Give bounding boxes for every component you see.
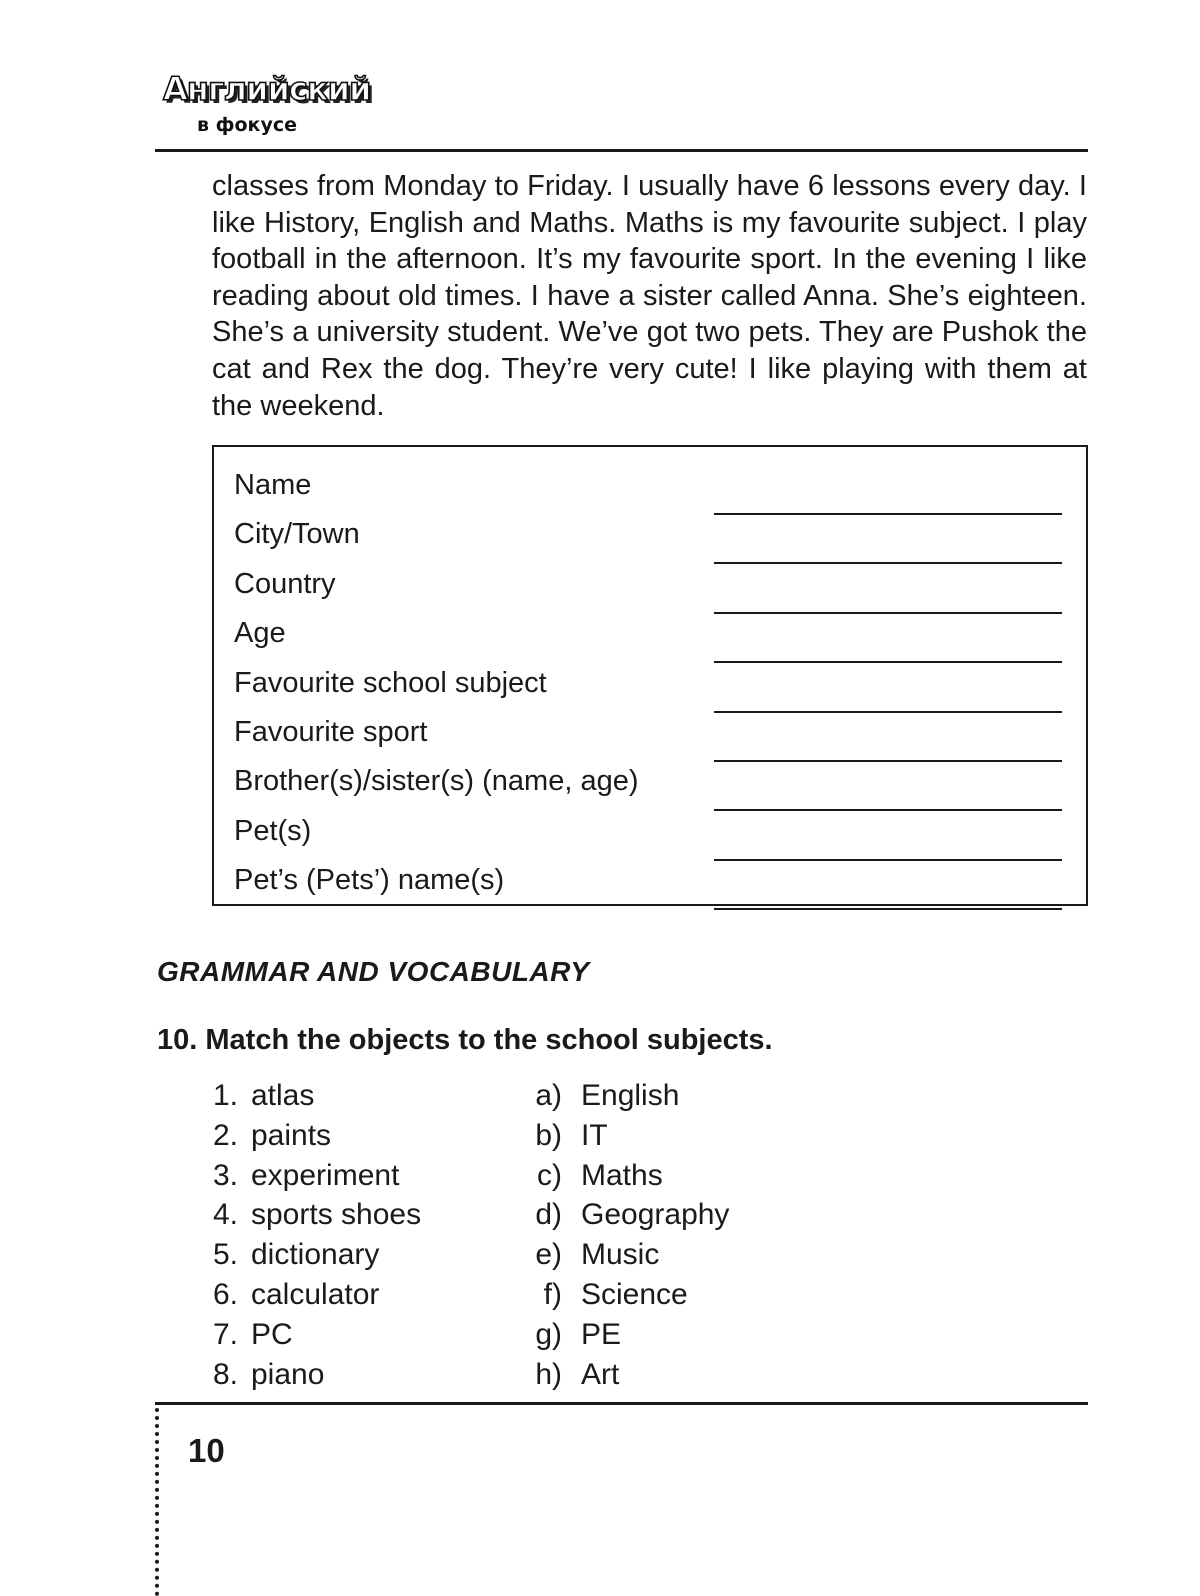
form-label: Age — [234, 617, 286, 650]
item-text: PE — [581, 1317, 622, 1351]
personal-info-form — [212, 445, 1088, 906]
item-letter: d) — [535, 1198, 562, 1232]
form-row-country — [234, 566, 1064, 615]
item-text: PC — [251, 1317, 293, 1351]
exercise-title: 10. Match the objects to the school subjects. — [157, 1024, 773, 1056]
item-number: 6. — [212, 1277, 238, 1311]
item-number: 1. — [212, 1079, 238, 1112]
list-item — [208, 1317, 508, 1357]
form-row-pets — [234, 813, 1064, 862]
item-letter: a) — [535, 1079, 562, 1112]
item-number: 4. — [212, 1198, 238, 1232]
header-divider — [155, 149, 1088, 152]
list-item — [520, 1197, 820, 1237]
answer-blank[interactable] — [714, 760, 1062, 762]
list-item — [520, 1277, 820, 1317]
item-text: Maths — [581, 1158, 663, 1192]
item-text: dictionary — [251, 1238, 380, 1272]
item-text: experiment — [251, 1158, 400, 1192]
form-label: Brother(s)/sister(s) (name, age) — [234, 765, 639, 798]
form-row-favourite-sport — [234, 714, 1064, 763]
form-row-name — [234, 467, 1064, 516]
subjects-list — [520, 1078, 820, 1396]
page-number: 10 — [188, 1432, 225, 1469]
item-letter: h) — [535, 1357, 562, 1391]
form-label: Favourite school subject — [234, 666, 547, 699]
list-item — [208, 1357, 508, 1397]
item-text: Art — [581, 1357, 620, 1391]
item-letter: g) — [535, 1317, 562, 1351]
form-row-favourite-subject — [234, 665, 1064, 714]
answer-blank[interactable] — [714, 859, 1062, 861]
form-row-city — [234, 516, 1064, 565]
dotted-margin-line — [155, 1408, 159, 1596]
logo-title: Английский — [163, 70, 371, 108]
list-item — [520, 1158, 820, 1198]
item-number: 3. — [212, 1158, 238, 1192]
section-heading: GRAMMAR AND VOCABULARY — [157, 956, 590, 987]
answer-blank[interactable] — [714, 612, 1062, 614]
list-item — [520, 1357, 820, 1397]
item-number: 2. — [212, 1118, 238, 1152]
item-letter: b) — [535, 1118, 562, 1152]
form-label: Pet’s (Pets’) name(s) — [234, 864, 505, 897]
book-logo — [163, 70, 371, 140]
list-item — [208, 1118, 508, 1158]
form-label: City/Town — [234, 518, 360, 551]
form-label: Country — [234, 567, 336, 600]
reading-passage: classes from Monday to Friday. I usually have 6 lessons every day. I like History, English and Maths. Maths is my favourite subject. I play football in the afternoon. It’s my favourite sport. In the evening I like reading about old times. I have a sister called Anna. She’s eighteen. She’s a university student. We’ve got two pets. They are Pushok the cat and Rex the dog. They’re very cute! I like playing with them at the weekend. — [212, 170, 1087, 422]
form-label: Name — [234, 469, 312, 501]
footer-divider — [155, 1402, 1088, 1405]
list-item — [208, 1197, 508, 1237]
form-row-siblings — [234, 763, 1064, 812]
list-item — [208, 1158, 508, 1198]
item-letter: e) — [535, 1238, 562, 1272]
list-item — [208, 1078, 508, 1118]
form-label: Pet(s) — [234, 814, 312, 847]
objects-list — [208, 1078, 508, 1396]
item-text: calculator — [251, 1277, 380, 1311]
answer-blank[interactable] — [714, 711, 1062, 713]
list-item — [208, 1237, 508, 1277]
list-item — [520, 1317, 820, 1357]
item-text: Geography — [581, 1198, 730, 1232]
logo-subtitle: в фокусе — [197, 114, 297, 136]
answer-blank[interactable] — [714, 513, 1062, 515]
answer-blank[interactable] — [714, 809, 1062, 811]
item-text: paints — [251, 1118, 332, 1152]
item-text: atlas — [251, 1079, 315, 1112]
answer-blank[interactable] — [714, 908, 1062, 910]
item-text: IT — [581, 1118, 608, 1152]
answer-blank[interactable] — [714, 661, 1062, 663]
list-item — [520, 1078, 820, 1118]
item-letter: c) — [537, 1158, 562, 1192]
answer-blank[interactable] — [714, 562, 1062, 564]
item-text: sports shoes — [251, 1198, 422, 1232]
item-text: piano — [251, 1357, 325, 1391]
item-text: English — [581, 1079, 680, 1112]
form-label: Favourite sport — [234, 716, 428, 748]
list-item — [520, 1118, 820, 1158]
form-row-age — [234, 615, 1064, 664]
form-row-pet-names — [234, 862, 1064, 911]
item-number: 5. — [212, 1238, 238, 1272]
item-text: Music — [581, 1238, 660, 1272]
list-item — [520, 1237, 820, 1277]
item-number: 8. — [212, 1357, 238, 1391]
item-text: Science — [581, 1277, 688, 1311]
item-letter: f) — [543, 1277, 562, 1311]
list-item — [208, 1277, 508, 1317]
item-number: 7. — [212, 1317, 238, 1351]
